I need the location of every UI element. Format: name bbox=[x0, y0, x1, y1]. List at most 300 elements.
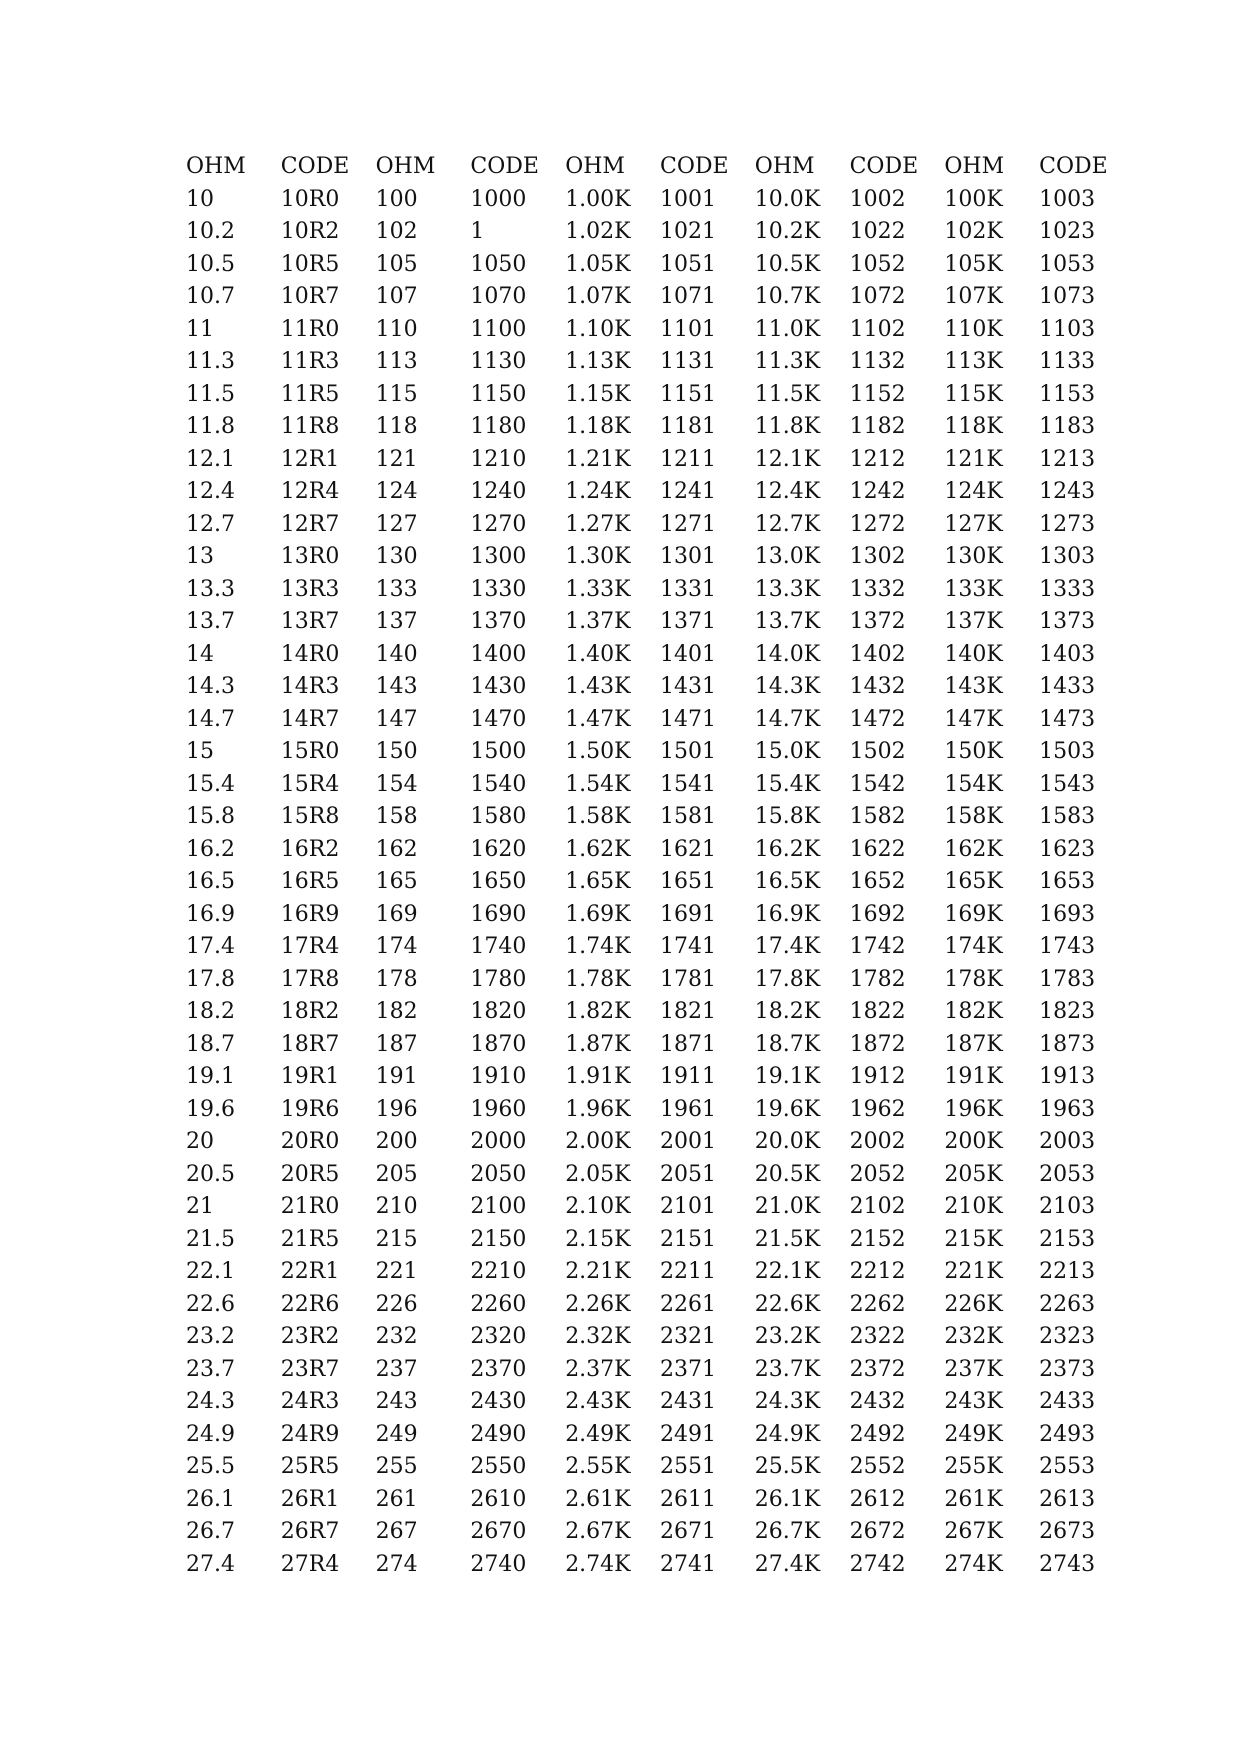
table-row bbox=[186, 899, 1134, 932]
code-cell: 1181 bbox=[659, 414, 716, 439]
ohm-cell: 18.2K bbox=[754, 999, 821, 1024]
ohm-cell: 243K bbox=[944, 1389, 1003, 1414]
ohm-cell: 274K bbox=[944, 1551, 1003, 1577]
code-cell: 2492 bbox=[849, 1421, 906, 1447]
code-cell: 1542 bbox=[849, 771, 906, 797]
ohm-cell: 162 bbox=[375, 836, 418, 862]
ohm-cell: 110K bbox=[944, 316, 1003, 342]
ohm-cell: 1.78K bbox=[565, 966, 631, 992]
ohm-cell: 26.1K bbox=[754, 1486, 821, 1512]
ohm-cell: 118K bbox=[944, 414, 1003, 439]
code-cell: 1331 bbox=[659, 576, 716, 602]
ohm-cell: 11 bbox=[186, 316, 214, 342]
ohm-cell: 200K bbox=[944, 1129, 1003, 1154]
code-cell: 2490 bbox=[470, 1421, 527, 1447]
code-cell: 12R4 bbox=[280, 479, 340, 504]
code-cell: 20R0 bbox=[280, 1129, 340, 1154]
ohm-cell: 133 bbox=[375, 576, 418, 602]
ohm-cell: 22.6 bbox=[186, 1291, 235, 1317]
code-cell: 2210 bbox=[470, 1259, 527, 1284]
ohm-cell: 249K bbox=[944, 1421, 1003, 1447]
ohm-cell: 124K bbox=[944, 479, 1003, 504]
code-cell: 1692 bbox=[849, 901, 906, 927]
code-cell: 1503 bbox=[1039, 739, 1096, 764]
code-cell: 2610 bbox=[470, 1486, 527, 1512]
code-cell: 1373 bbox=[1039, 609, 1096, 634]
ohm-cell: 2.61K bbox=[565, 1486, 631, 1512]
ohm-cell: 22.1 bbox=[186, 1259, 235, 1284]
ohm-cell: 23.2K bbox=[754, 1324, 821, 1349]
code-cell: 1910 bbox=[470, 1064, 527, 1089]
code-cell: 1022 bbox=[849, 219, 906, 244]
ohm-cell: 1.27K bbox=[565, 511, 631, 537]
code-cell: 13R3 bbox=[280, 576, 340, 602]
table-row bbox=[186, 931, 1134, 964]
ohm-cell: 1.33K bbox=[565, 576, 631, 602]
code-cell: 2372 bbox=[849, 1356, 906, 1382]
code-cell: 2213 bbox=[1039, 1259, 1096, 1284]
ohm-cell: 1.18K bbox=[565, 414, 631, 439]
code-cell: 1961 bbox=[659, 1096, 716, 1122]
ohm-cell: 105K bbox=[944, 251, 1003, 277]
code-cell: 2612 bbox=[849, 1486, 906, 1512]
code-cell: 2670 bbox=[470, 1519, 527, 1544]
column-header: OHM bbox=[944, 154, 1005, 179]
code-cell: 1370 bbox=[470, 609, 527, 634]
ohm-cell: 26.1 bbox=[186, 1486, 235, 1512]
code-cell: 1071 bbox=[659, 284, 716, 309]
code-cell: 24R3 bbox=[280, 1389, 340, 1414]
code-cell: 2152 bbox=[849, 1226, 906, 1252]
code-cell: 18R7 bbox=[280, 1031, 340, 1057]
ohm-cell: 200 bbox=[375, 1129, 418, 1154]
ohm-cell: 12.7 bbox=[186, 511, 235, 537]
ohm-cell: 11.8 bbox=[186, 414, 235, 439]
ohm-cell: 23.7K bbox=[754, 1356, 821, 1382]
ohm-cell: 13.7 bbox=[186, 609, 235, 634]
ohm-cell: 18.7K bbox=[754, 1031, 821, 1057]
code-cell: 1873 bbox=[1039, 1031, 1096, 1057]
ohm-cell: 187 bbox=[375, 1031, 418, 1057]
ohm-cell: 133K bbox=[944, 576, 1003, 602]
code-cell: 1431 bbox=[659, 674, 716, 699]
code-cell: 1472 bbox=[849, 706, 906, 732]
code-cell: 2552 bbox=[849, 1454, 906, 1479]
ohm-cell: 15.0K bbox=[754, 739, 821, 764]
code-cell: 1622 bbox=[849, 836, 906, 862]
code-cell: 2151 bbox=[659, 1226, 716, 1252]
code-cell: 2053 bbox=[1039, 1161, 1096, 1187]
code-cell: 1960 bbox=[470, 1096, 527, 1122]
table-row bbox=[186, 1029, 1134, 1062]
ohm-cell: 1.37K bbox=[565, 609, 631, 634]
ohm-cell: 16.9 bbox=[186, 901, 235, 927]
code-cell: 1372 bbox=[849, 609, 906, 634]
table-row bbox=[186, 1159, 1134, 1192]
table-body bbox=[186, 184, 1134, 1582]
table-row bbox=[186, 736, 1134, 769]
code-cell: 1000 bbox=[470, 186, 527, 212]
ohm-cell: 15.4 bbox=[186, 771, 235, 797]
ohm-cell: 20 bbox=[186, 1129, 214, 1154]
ohm-cell: 182 bbox=[375, 999, 418, 1024]
code-cell: 1823 bbox=[1039, 999, 1096, 1024]
code-cell: 10R0 bbox=[280, 186, 340, 212]
code-cell: 2740 bbox=[470, 1551, 527, 1577]
code-cell: 22R6 bbox=[280, 1291, 340, 1317]
code-cell: 2102 bbox=[849, 1194, 906, 1219]
table-row bbox=[186, 1419, 1134, 1452]
ohm-cell: 13.7K bbox=[754, 609, 821, 634]
ohm-cell: 21.5K bbox=[754, 1226, 821, 1252]
ohm-cell: 143 bbox=[375, 674, 418, 699]
ohm-cell: 221 bbox=[375, 1259, 418, 1284]
code-cell: 1070 bbox=[470, 284, 527, 309]
code-cell: 2263 bbox=[1039, 1291, 1096, 1317]
ohm-cell: 1.47K bbox=[565, 706, 631, 732]
code-cell: 17R4 bbox=[280, 934, 340, 959]
code-cell: 1693 bbox=[1039, 901, 1096, 927]
code-cell: 1150 bbox=[470, 381, 527, 407]
code-cell: 1783 bbox=[1039, 966, 1096, 992]
ohm-cell: 205 bbox=[375, 1161, 418, 1187]
code-cell: 2743 bbox=[1039, 1551, 1096, 1577]
code-cell: 1742 bbox=[849, 934, 906, 959]
code-cell: 15R4 bbox=[280, 771, 340, 797]
code-cell: 1781 bbox=[659, 966, 716, 992]
ohm-cell: 174K bbox=[944, 934, 1003, 959]
code-cell: 1101 bbox=[659, 316, 716, 342]
code-cell: 1100 bbox=[470, 316, 527, 342]
code-cell: 1780 bbox=[470, 966, 527, 992]
code-cell: 2550 bbox=[470, 1454, 527, 1479]
code-cell: 1002 bbox=[849, 186, 906, 212]
code-cell: 2100 bbox=[470, 1194, 527, 1219]
ohm-cell: 11.5 bbox=[186, 381, 235, 407]
code-cell: 1003 bbox=[1039, 186, 1096, 212]
table-row bbox=[186, 444, 1134, 477]
code-cell: 1741 bbox=[659, 934, 716, 959]
code-cell: 2431 bbox=[659, 1389, 716, 1414]
code-cell: 1330 bbox=[470, 576, 527, 602]
ohm-cell: 10.2K bbox=[754, 219, 821, 244]
code-cell: 1241 bbox=[659, 479, 716, 504]
table-row bbox=[186, 1126, 1134, 1159]
code-cell: 2741 bbox=[659, 1551, 716, 1577]
resistor-code-table bbox=[186, 151, 1134, 1581]
code-cell: 2671 bbox=[659, 1519, 716, 1544]
code-cell: 1051 bbox=[659, 251, 716, 277]
code-cell: 1302 bbox=[849, 544, 906, 569]
code-cell: 1400 bbox=[470, 641, 527, 667]
code-cell: 23R2 bbox=[280, 1324, 340, 1349]
ohm-cell: 1.40K bbox=[565, 641, 631, 667]
ohm-cell: 255K bbox=[944, 1454, 1003, 1479]
ohm-cell: 267K bbox=[944, 1519, 1003, 1544]
ohm-cell: 226 bbox=[375, 1291, 418, 1317]
ohm-cell: 23.2 bbox=[186, 1324, 235, 1349]
ohm-cell: 174 bbox=[375, 934, 418, 959]
code-cell: 2262 bbox=[849, 1291, 906, 1317]
code-cell: 1740 bbox=[470, 934, 527, 959]
ohm-cell: 1.00K bbox=[565, 186, 631, 212]
ohm-cell: 10.5K bbox=[754, 251, 821, 277]
code-cell: 1052 bbox=[849, 251, 906, 277]
code-cell: 21R5 bbox=[280, 1226, 340, 1252]
ohm-cell: 14.0K bbox=[754, 641, 821, 667]
code-cell: 19R6 bbox=[280, 1096, 340, 1122]
code-cell: 2002 bbox=[849, 1129, 906, 1154]
code-cell: 22R1 bbox=[280, 1259, 340, 1284]
ohm-cell: 2.05K bbox=[565, 1161, 631, 1187]
code-cell: 2003 bbox=[1039, 1129, 1096, 1154]
ohm-cell: 232K bbox=[944, 1324, 1003, 1349]
ohm-cell: 158 bbox=[375, 804, 418, 829]
ohm-cell: 107 bbox=[375, 284, 418, 309]
table-row bbox=[186, 1224, 1134, 1257]
ohm-cell: 25.5K bbox=[754, 1454, 821, 1479]
ohm-cell: 21.5 bbox=[186, 1226, 235, 1252]
ohm-cell: 187K bbox=[944, 1031, 1003, 1057]
code-cell: 27R4 bbox=[280, 1551, 340, 1577]
ohm-cell: 17.8 bbox=[186, 966, 235, 992]
ohm-cell: 100K bbox=[944, 186, 1003, 212]
code-cell: 18R2 bbox=[280, 999, 340, 1024]
ohm-cell: 2.49K bbox=[565, 1421, 631, 1447]
table-row bbox=[186, 996, 1134, 1029]
ohm-cell: 154K bbox=[944, 771, 1003, 797]
table-row bbox=[186, 1289, 1134, 1322]
ohm-cell: 158K bbox=[944, 804, 1003, 829]
table-row bbox=[186, 1354, 1134, 1387]
code-cell: 2611 bbox=[659, 1486, 716, 1512]
ohm-cell: 2.67K bbox=[565, 1519, 631, 1544]
table-row bbox=[186, 1191, 1134, 1224]
ohm-cell: 130K bbox=[944, 544, 1003, 569]
code-cell: 24R9 bbox=[280, 1421, 340, 1447]
code-cell: 16R2 bbox=[280, 836, 340, 862]
ohm-cell: 10.5 bbox=[186, 251, 235, 277]
ohm-cell: 1.62K bbox=[565, 836, 631, 862]
ohm-cell: 17.4 bbox=[186, 934, 235, 959]
column-header: CODE bbox=[1039, 154, 1108, 179]
code-cell: 1153 bbox=[1039, 381, 1096, 407]
ohm-cell: 10.7K bbox=[754, 284, 821, 309]
table-row bbox=[186, 574, 1134, 607]
ohm-cell: 20.5 bbox=[186, 1161, 235, 1187]
ohm-cell: 113K bbox=[944, 349, 1003, 374]
ohm-cell: 178K bbox=[944, 966, 1003, 992]
code-cell: 1471 bbox=[659, 706, 716, 732]
code-cell: 1332 bbox=[849, 576, 906, 602]
ohm-cell: 169K bbox=[944, 901, 1003, 927]
code-cell: 2153 bbox=[1039, 1226, 1096, 1252]
ohm-cell: 1.96K bbox=[565, 1096, 631, 1122]
code-cell: 1543 bbox=[1039, 771, 1096, 797]
table-row bbox=[186, 671, 1134, 704]
ohm-cell: 1.91K bbox=[565, 1064, 631, 1089]
code-cell: 1053 bbox=[1039, 251, 1096, 277]
ohm-cell: 1.54K bbox=[565, 771, 631, 797]
ohm-cell: 13.0K bbox=[754, 544, 821, 569]
ohm-cell: 1.58K bbox=[565, 804, 631, 829]
ohm-cell: 162K bbox=[944, 836, 1003, 862]
ohm-cell: 24.9 bbox=[186, 1421, 235, 1447]
code-cell: 13R7 bbox=[280, 609, 340, 634]
ohm-cell: 226K bbox=[944, 1291, 1003, 1317]
code-cell: 1870 bbox=[470, 1031, 527, 1057]
table-row bbox=[186, 346, 1134, 379]
ohm-cell: 21 bbox=[186, 1194, 214, 1219]
table-row bbox=[186, 1061, 1134, 1094]
code-cell: 1183 bbox=[1039, 414, 1096, 439]
ohm-cell: 11.0K bbox=[754, 316, 821, 342]
ohm-cell: 1.10K bbox=[565, 316, 631, 342]
ohm-cell: 26.7K bbox=[754, 1519, 821, 1544]
ohm-cell: 127 bbox=[375, 511, 418, 537]
table-row bbox=[186, 281, 1134, 314]
code-cell: 1130 bbox=[470, 349, 527, 374]
code-cell: 20R5 bbox=[280, 1161, 340, 1187]
code-cell: 2001 bbox=[659, 1129, 716, 1154]
ohm-cell: 2.37K bbox=[565, 1356, 631, 1382]
code-cell: 2052 bbox=[849, 1161, 906, 1187]
column-header: OHM bbox=[565, 154, 625, 179]
code-cell: 11R3 bbox=[280, 349, 340, 374]
ohm-cell: 15 bbox=[186, 739, 214, 764]
code-cell: 26R7 bbox=[280, 1519, 340, 1544]
code-cell: 1401 bbox=[659, 641, 716, 667]
code-cell: 1240 bbox=[470, 479, 527, 504]
ohm-cell: 115 bbox=[375, 381, 418, 407]
ohm-cell: 13.3K bbox=[754, 576, 821, 602]
ohm-cell: 137K bbox=[944, 609, 1003, 634]
ohm-cell: 237K bbox=[944, 1356, 1003, 1382]
table-row bbox=[186, 509, 1134, 542]
code-cell: 1072 bbox=[849, 284, 906, 309]
ohm-cell: 16.5K bbox=[754, 869, 821, 894]
ohm-cell: 196K bbox=[944, 1096, 1003, 1122]
ohm-cell: 261 bbox=[375, 1486, 418, 1512]
ohm-cell: 16.2K bbox=[754, 836, 821, 862]
table-row bbox=[186, 249, 1134, 282]
ohm-cell: 21.0K bbox=[754, 1194, 821, 1219]
ohm-cell: 137 bbox=[375, 609, 418, 634]
code-cell: 1652 bbox=[849, 869, 906, 894]
code-cell: 1001 bbox=[659, 186, 716, 212]
ohm-cell: 165K bbox=[944, 869, 1003, 894]
code-cell: 16R5 bbox=[280, 869, 340, 894]
ohm-cell: 221K bbox=[944, 1259, 1003, 1284]
ohm-cell: 121 bbox=[375, 446, 418, 472]
ohm-cell: 118 bbox=[375, 414, 418, 439]
ohm-cell: 12.7K bbox=[754, 511, 821, 537]
ohm-cell: 115K bbox=[944, 381, 1003, 407]
code-cell: 11R0 bbox=[280, 316, 340, 342]
ohm-cell: 210K bbox=[944, 1194, 1003, 1219]
code-cell: 1962 bbox=[849, 1096, 906, 1122]
code-cell: 1131 bbox=[659, 349, 716, 374]
ohm-cell: 100 bbox=[375, 186, 418, 212]
ohm-cell: 2.00K bbox=[565, 1129, 631, 1154]
code-cell: 15R8 bbox=[280, 804, 340, 829]
code-cell: 1651 bbox=[659, 869, 716, 894]
code-cell: 1473 bbox=[1039, 706, 1096, 732]
code-cell: 1212 bbox=[849, 446, 906, 472]
table-header-row bbox=[186, 151, 1134, 184]
ohm-cell: 1.05K bbox=[565, 251, 631, 277]
ohm-cell: 17.4K bbox=[754, 934, 821, 959]
ohm-cell: 140 bbox=[375, 641, 418, 667]
code-cell: 1912 bbox=[849, 1064, 906, 1089]
code-cell: 2000 bbox=[470, 1129, 527, 1154]
ohm-cell: 267 bbox=[375, 1519, 418, 1544]
code-cell: 2051 bbox=[659, 1161, 716, 1187]
code-cell: 1403 bbox=[1039, 641, 1096, 667]
ohm-cell: 19.1K bbox=[754, 1064, 821, 1089]
code-cell: 2321 bbox=[659, 1324, 716, 1349]
code-cell: 1213 bbox=[1039, 446, 1096, 472]
ohm-cell: 17.8K bbox=[754, 966, 821, 992]
ohm-cell: 165 bbox=[375, 869, 418, 894]
code-cell: 14R3 bbox=[280, 674, 340, 699]
ohm-cell: 11.5K bbox=[754, 381, 821, 407]
code-cell: 1270 bbox=[470, 511, 527, 537]
code-cell: 2261 bbox=[659, 1291, 716, 1317]
ohm-cell: 13 bbox=[186, 544, 214, 569]
ohm-cell: 27.4K bbox=[754, 1551, 821, 1577]
ohm-cell: 23.7 bbox=[186, 1356, 235, 1382]
ohm-cell: 2.43K bbox=[565, 1389, 631, 1414]
table-row bbox=[186, 1484, 1134, 1517]
code-cell: 1301 bbox=[659, 544, 716, 569]
ohm-cell: 2.21K bbox=[565, 1259, 631, 1284]
ohm-cell: 150 bbox=[375, 739, 418, 764]
code-cell: 17R8 bbox=[280, 966, 340, 992]
code-cell: 1180 bbox=[470, 414, 527, 439]
ohm-cell: 12.1K bbox=[754, 446, 821, 472]
code-cell: 11R5 bbox=[280, 381, 340, 407]
ohm-cell: 19.6K bbox=[754, 1096, 821, 1122]
code-cell: 10R2 bbox=[280, 219, 340, 244]
ohm-cell: 191K bbox=[944, 1064, 1003, 1089]
ohm-cell: 18.2 bbox=[186, 999, 235, 1024]
ohm-cell: 1.82K bbox=[565, 999, 631, 1024]
code-cell: 1541 bbox=[659, 771, 716, 797]
code-cell: 1432 bbox=[849, 674, 906, 699]
code-cell: 2551 bbox=[659, 1454, 716, 1479]
ohm-cell: 1.21K bbox=[565, 446, 631, 472]
ohm-cell: 2.10K bbox=[565, 1194, 631, 1219]
code-cell: 1470 bbox=[470, 706, 527, 732]
ohm-cell: 130 bbox=[375, 544, 418, 569]
ohm-cell: 12.1 bbox=[186, 446, 235, 472]
ohm-cell: 19.1 bbox=[186, 1064, 235, 1089]
code-cell: 1430 bbox=[470, 674, 527, 699]
code-cell: 26R1 bbox=[280, 1486, 340, 1512]
ohm-cell: 12.4K bbox=[754, 479, 821, 504]
ohm-cell: 147K bbox=[944, 706, 1003, 732]
code-cell: 10R5 bbox=[280, 251, 340, 277]
ohm-cell: 237 bbox=[375, 1356, 418, 1382]
ohm-cell: 210 bbox=[375, 1194, 418, 1219]
ohm-cell: 15.4K bbox=[754, 771, 821, 797]
column-header: OHM bbox=[186, 154, 246, 179]
code-cell: 2260 bbox=[470, 1291, 527, 1317]
code-cell: 1623 bbox=[1039, 836, 1096, 862]
table-row bbox=[186, 1549, 1134, 1582]
ohm-cell: 1.13K bbox=[565, 349, 631, 374]
